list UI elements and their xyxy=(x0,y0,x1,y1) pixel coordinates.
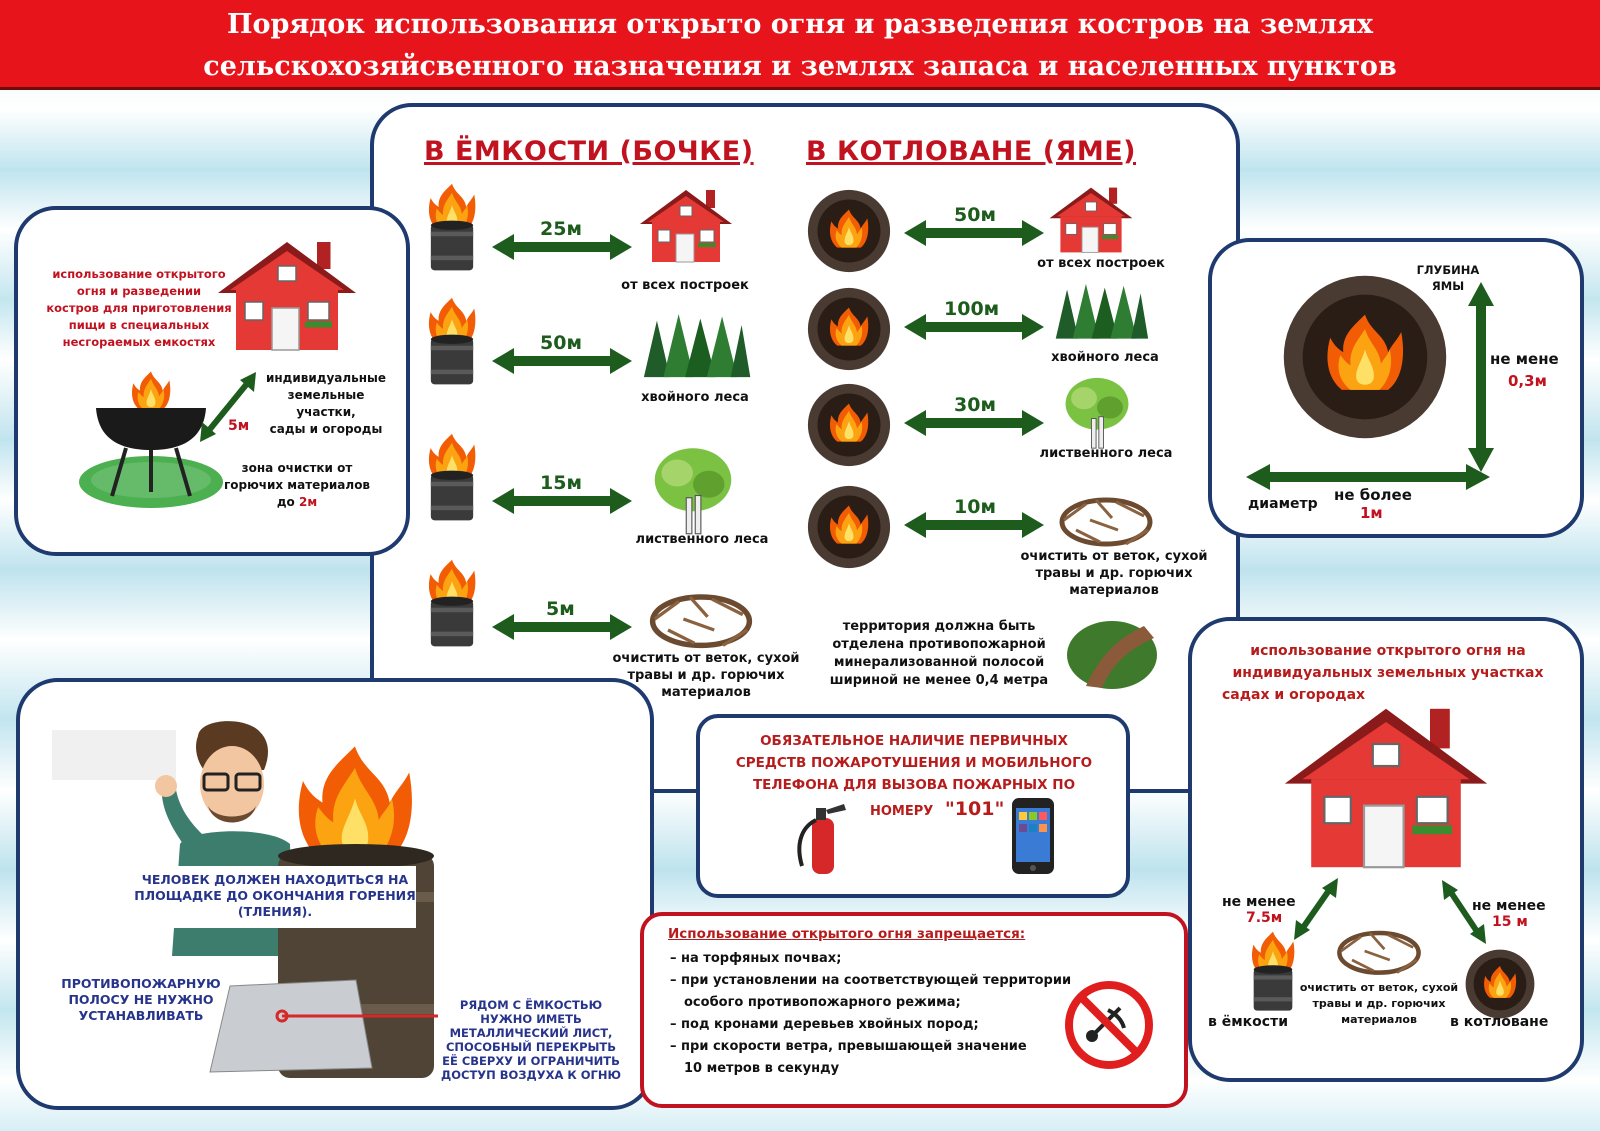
pit-label-4-line: материалов xyxy=(1069,583,1159,598)
prohibited-item: особого противопожарного режима; xyxy=(684,995,961,1010)
barrel-label-4-line: травы и др. горючих xyxy=(627,668,785,683)
poster-header xyxy=(0,0,1600,90)
house-icon xyxy=(1276,700,1496,876)
garden-clear-text xyxy=(1294,980,1464,1028)
pit-section-title: В КОТЛОВАНЕ (ЯМЕ) xyxy=(806,136,1136,167)
garden-left-value: 7.5м xyxy=(1246,910,1283,926)
clear-zone-text xyxy=(222,460,372,511)
header-line-2: сельскохозяйсвенного назначения и землях запаса и населенных пунктов xyxy=(203,51,1397,82)
emergency-number-label: НОМЕРУ xyxy=(870,804,934,819)
barrel-distance-1: 25м xyxy=(540,218,582,240)
fire-pit-icon xyxy=(806,286,892,372)
deciduous-forest-icon xyxy=(648,446,738,536)
no-fire-icon xyxy=(1064,980,1154,1070)
garden-title-line: садах и огородах xyxy=(1222,687,1366,703)
vertical-arrow-icon xyxy=(1468,282,1494,472)
equipment-line: ОБЯЗАТЕЛЬНОЕ НАЛИЧИЕ ПЕРВИЧНЫХ xyxy=(760,733,1068,749)
fire-extinguisher-icon xyxy=(786,800,856,876)
barrel-distance-3: 15м xyxy=(540,472,582,494)
emergency-number: "101" xyxy=(944,798,1005,820)
strip-note-line: ПОЛОСУ НЕ НУЖНО xyxy=(68,992,214,1007)
territory-line: отделена противопожарной xyxy=(832,637,1046,652)
header-line-1: Порядок использования открыто огня и разведения костров на землях xyxy=(226,9,1374,40)
twigs-icon xyxy=(1056,490,1156,550)
person-note-text xyxy=(130,872,420,920)
garden-right-min: не менее xyxy=(1472,898,1546,914)
pit-depth-min-label: не мене xyxy=(1490,350,1559,368)
prohibited-item: – на торфяных почвах; xyxy=(670,951,842,966)
garden-barrel-label: в ёмкости xyxy=(1208,1014,1289,1030)
pit-distance-1: 50м xyxy=(954,204,996,226)
twigs-icon xyxy=(646,586,756,652)
prohibited-item: – под кронами деревьев хвойных пород; xyxy=(670,1017,979,1032)
prohibited-title: Использование открытого огня запрещается: xyxy=(668,926,1026,942)
garden-title-line: использование открытого огня на xyxy=(1250,643,1526,659)
pit-depth-line: ЯМЫ xyxy=(1431,279,1465,293)
pit-label-3: лиственного леса xyxy=(1039,446,1173,461)
twigs-icon xyxy=(1334,924,1424,978)
prohibited-item: – при установлении на соответствующей территории xyxy=(670,973,1072,988)
barrel-label-1: от всех построек xyxy=(621,278,749,293)
pit-large-icon xyxy=(1280,272,1450,442)
equipment-line: ТЕЛЕФОНА ДЛЯ ВЫЗОВА ПОЖАРНЫХ ПО xyxy=(752,777,1076,793)
pit-distance-4: 10м xyxy=(954,496,996,518)
barrel-distance-2: 50м xyxy=(540,332,582,354)
sheet-note-line: СПОСОБНЫЙ ПЕРЕКРЫТЬ xyxy=(445,1040,617,1054)
sheet-note-line: МЕТАЛЛИЧЕСКИЙ ЛИСТ, xyxy=(449,1026,613,1040)
conifer-forest-icon xyxy=(1046,282,1156,348)
garden-title-line: индивидуальных земельных участках xyxy=(1232,665,1544,681)
fire-pit-icon xyxy=(806,188,892,274)
clear-zone-line xyxy=(222,494,372,511)
strip-note-line: УСТАНАВЛИВАТЬ xyxy=(78,1008,204,1023)
barrel-label-4-line: очистить от веток, сухой xyxy=(612,651,800,666)
prohibited-list xyxy=(670,948,1110,1080)
barrel-fire-icon xyxy=(414,432,490,524)
clear-zone-prefix: до xyxy=(276,495,299,509)
strip-note-line: ПРОТИВОПОЖАРНУЮ xyxy=(61,976,221,991)
plots-text-line: земельные участки, xyxy=(287,388,365,419)
pit-label-4-line: очистить от веток, сухой xyxy=(1020,549,1208,564)
territory-line: минерализованной полосой xyxy=(833,655,1045,670)
sheet-note-line: НУЖНО ИМЕТЬ xyxy=(480,1012,582,1026)
pit-depth-min-value: 0,3м xyxy=(1508,372,1547,390)
grill-text-line: огня и разведении xyxy=(76,284,202,298)
grill-text-line: костров для приготовления xyxy=(46,301,232,315)
equipment-text xyxy=(714,730,1114,796)
house-icon xyxy=(212,232,362,360)
person-note-line: (ТЛЕНИЯ). xyxy=(237,904,313,919)
barrel-section-title: В ЁМКОСТИ (БОЧКЕ) xyxy=(424,136,754,167)
garden-clear-line: очистить от веток, сухой xyxy=(1299,981,1459,994)
barrel-label-4-line: материалов xyxy=(661,685,751,700)
grill-distance: 5м xyxy=(228,418,250,434)
deciduous-forest-icon xyxy=(1060,376,1134,450)
grill-usage-text xyxy=(44,266,234,351)
barrel-fire-icon xyxy=(414,296,490,388)
barrel-label-3: лиственного леса xyxy=(635,532,769,547)
house-icon xyxy=(1046,184,1136,256)
pit-label-4 xyxy=(1014,548,1214,599)
territory-text xyxy=(824,618,1054,690)
barrel-distance-4: 5м xyxy=(546,598,575,620)
fire-pit-icon xyxy=(806,382,892,468)
clear-zone-line: зона очистки от xyxy=(241,461,353,475)
strip-note-text xyxy=(58,976,224,1024)
garden-right-value: 15 м xyxy=(1492,914,1528,930)
plots-text-line: индивидуальные xyxy=(265,371,387,385)
grill-text-line: использование открытого xyxy=(52,267,226,281)
person-note-line: ЧЕЛОВЕК ДОЛЖЕН НАХОДИТЬСЯ НА xyxy=(141,872,409,887)
garden-left-min: не менее xyxy=(1222,894,1296,910)
pit-depth-line: ГЛУБИНА xyxy=(1416,263,1480,277)
fire-pit-icon xyxy=(806,484,892,570)
pit-diameter-max-value: 1м xyxy=(1360,504,1383,522)
metal-sheet-icon xyxy=(206,978,376,1074)
pit-distance-2: 100м xyxy=(944,298,1000,320)
clear-zone-value: 2м xyxy=(298,495,318,509)
territory-line: территория должна быть xyxy=(842,619,1036,634)
garden-clear-line: материалов xyxy=(1341,1013,1417,1026)
barrel-label-4 xyxy=(606,650,806,701)
equipment-line: СРЕДСТВ ПОЖАРОТУШЕНИЯ И МОБИЛЬНОГО xyxy=(735,755,1093,771)
barrel-label-2: хвойного леса xyxy=(641,390,749,405)
pit-diameter-max-label: не более xyxy=(1334,486,1412,504)
garden-pit-label: в котловане xyxy=(1450,1014,1549,1030)
garden-title xyxy=(1208,640,1568,706)
prohibited-item: – при скорости ветра, превышающей значение xyxy=(670,1039,1027,1054)
person-note-line: ПЛОЩАДКЕ ДО ОКОНЧАНИЯ ГОРЕНИЯ xyxy=(134,888,416,903)
pit-distance-3: 30м xyxy=(954,394,996,416)
conifer-forest-icon xyxy=(636,312,756,388)
pit-label-2: хвойного леса xyxy=(1051,350,1159,365)
sheet-note-line: ДОСТУП ВОЗДУХА К ОГНЮ xyxy=(440,1068,622,1082)
sheet-note-line: РЯДОМ С ЁМКОСТЬЮ xyxy=(459,998,603,1012)
sheet-note-line: ЕЁ СВЕРХУ И ОГРАНИЧИТЬ xyxy=(442,1054,620,1068)
territory-line: шириной не менее 0,4 метра xyxy=(829,673,1049,688)
plots-text-line: сады и огороды xyxy=(269,422,383,436)
sheet-note-text xyxy=(438,998,624,1082)
barrel-fire-icon xyxy=(414,182,490,274)
grill-text-line: несгораемых емкостях xyxy=(62,335,216,349)
garden-clear-line: травы и др. горючих xyxy=(1312,997,1446,1010)
barrel-fire-icon xyxy=(414,558,490,650)
prohibited-item: 10 метров в секунду xyxy=(684,1061,840,1076)
mobile-phone-icon xyxy=(1010,796,1056,876)
pit-diameter-label: диаметр xyxy=(1248,496,1318,512)
grill-text-line: пищи в специальных xyxy=(68,318,210,332)
pit-label-1: от всех построек xyxy=(1037,256,1165,271)
firebreak-strip-icon xyxy=(1066,620,1158,690)
pit-label-4-line: травы и др. горючих xyxy=(1035,566,1193,581)
fire-pit-icon xyxy=(1464,948,1536,1020)
house-icon xyxy=(636,186,736,266)
plots-text xyxy=(256,370,396,438)
clear-zone-line: горючих материалов xyxy=(223,478,371,492)
emergency-number-line xyxy=(870,798,1004,820)
